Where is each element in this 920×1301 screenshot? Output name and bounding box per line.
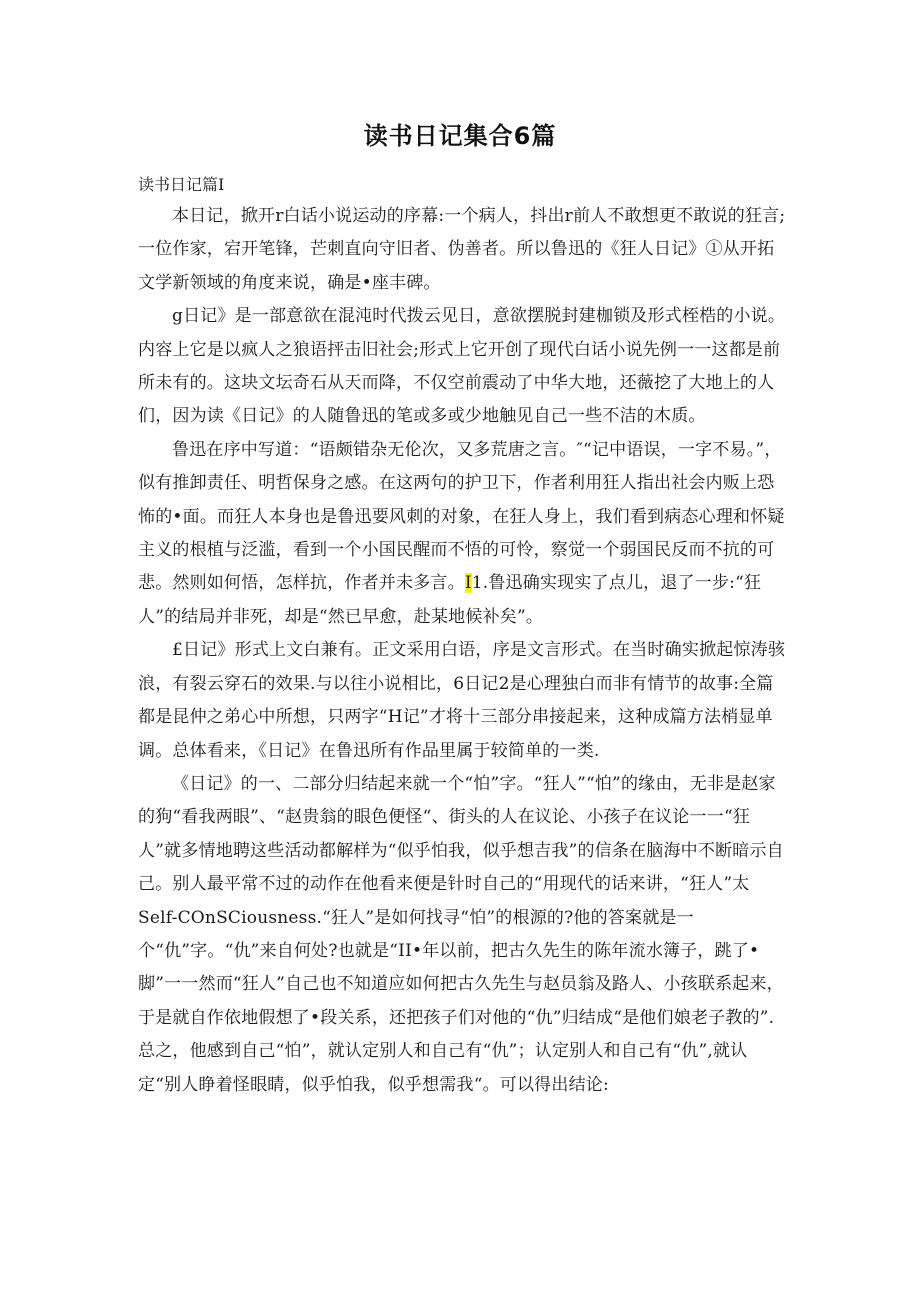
paragraph-3-text-before: 鲁迅在序中写道：“语颇错杂无伦次，又多荒唐之言。″“记中语误，一字不易。”，似有推卸责任、明哲保身之感。在这两句的护卫下，作者利用狂人指出社会内贩上恐怖的•面。而狂人本身也是鲁迅要风刺的对象，在狂人身上，我们看到病态心理和怀疑主义的根植与泛滥，看到一个小国民醒而不悟的可怜，察觉一个弱国民反而不抗的可悲。然则如何悟，怎样抗，作者并未多言。 [138,439,785,594]
document-body [138,200,788,1102]
paragraph-1: 本日记，掀开r白话小说运动的序幕:一个病人，抖出r前人不敢想更不敢说的狂言;一位作家，宕开笔锋，芒刺直向守旧者、伪善者。所以鲁迅的《狂人日记》①从开拓文学新领域的角度来说，确是•座丰碑。 [138,206,786,293]
paragraph-4: £日记》形式上文白兼有。正文采用白语，序是文言形式。在当时确实掀起惊涛骇浪，有裂云穿石的效果.与以往小说相比，6日记2是心理独白而非有情节的故事:全篇都是昆仲之弟心中所想，只两字“H记”才将十三部分串接起来，这种成篇方法梢显单调。总体看来，《日记》在鲁迅所有作品里属于较简单的一类. [138,640,786,761]
paragraph-5: 《日记》的一、二部分归结起来就一个“怕”字。“狂人”“怕”的缘由，无非是赵家的狗“看我两眼”、“赵贵翁的眼色便怪“、街头的人在议论、小孩子在议论一一“狂人”就多情地聘这些活动都解样为“似乎怕我，似乎想吉我”的信条在脑海中不断暗示自己。别人最平常不过的动作在他看来便是针时自己的“用现代的话来讲，“狂人”太Self-COnSCiousness.“狂人”是如何找寻“怕”的根源的?他的答案就是一个“仇”字。“仇”来自何处?也就是“II•年以前，把古久先生的陈年流水簿子，跳了•脚”一一然而“狂人”自己也不知道应如何把古久先生与赵员翁及路人、小孩联系起来，于是就自作依地假想了•段关系，还把孩子们对他的“仇”归结成“是他们娘老子教的”.总之，他感到自己“怕”，就认定别人和自己有“仇”；认定别人和自己有“仇”,就认定“别人睁着怪眼睛，似乎怕我，似乎想需我“。可以得出结论: [138,773,784,1095]
paragraph-3-text-after: 1.鲁迅确实现实了点儿，退了一步:“狂人”的结局并非死，却是“然已早愈，赴某地候补矣”。 [138,573,762,627]
paragraph-2: g日记》是一部意欲在混沌时代拨云见日，意欲摆脱封建枷锁及形式桎梏的小说。内容上它是以疯人之狼语抨击旧社会;形式上它开创了现代白话小说先例一一这都是前所未有的。这块文坛奇石从天而降，不仅空前震动了中华大地，还薇挖了大地上的人们，因为读《日记》的人随鲁迅的笔或多或少地触见自己一些不洁的木质。 [138,306,786,427]
highlighted-text: I [464,573,472,594]
document-title: 读书日记集合6篇 [363,122,557,150]
document-subtitle: 读书日记篇I [138,175,225,194]
paragraph-3 [138,434,788,634]
